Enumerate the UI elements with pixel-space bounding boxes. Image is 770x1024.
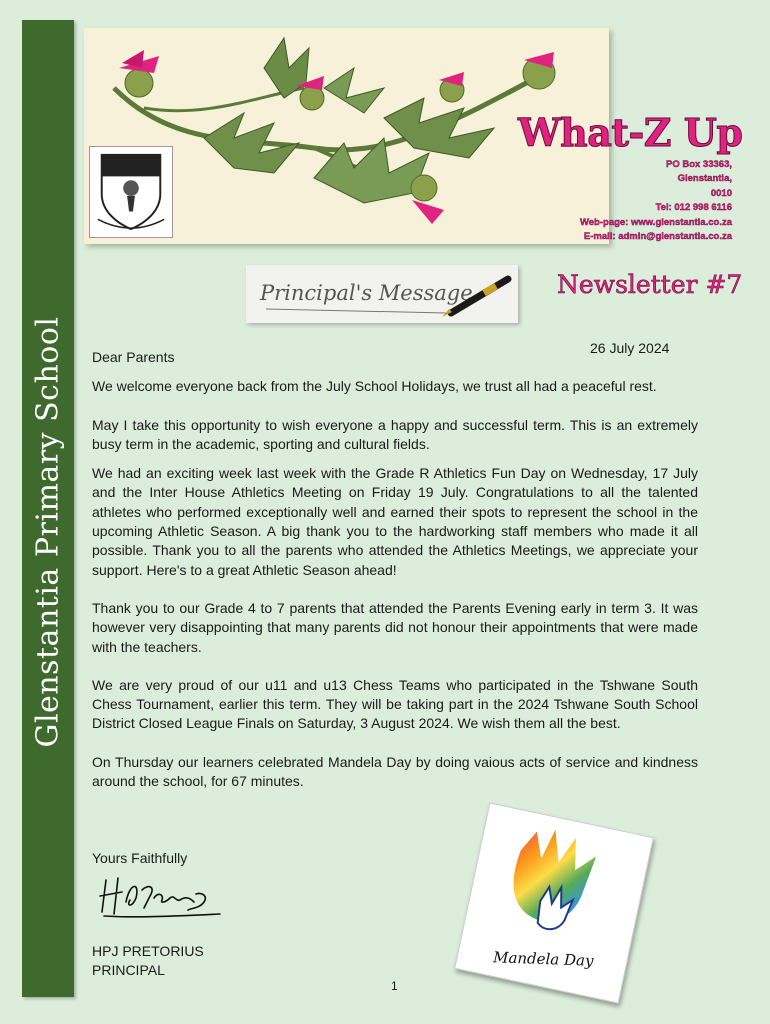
greeting: Dear Parents: [92, 349, 175, 365]
telephone: Tel: 012 998 6116: [655, 202, 732, 214]
paragraph-chess: We are very proud of our u11 and u13 Chess Teams who participated in the Tshwane South Chess Tournament, earlier this term. They will be taking part in the 2024 Tshwane South School District Closed League Finals on Saturday, 3 August 2024. We wish them all the best.: [92, 676, 698, 732]
web-page-link[interactable]: Web-page: www.glenstantia.co.za: [579, 216, 732, 228]
page-number: 1: [391, 979, 398, 993]
postal-code: 0010: [710, 187, 732, 199]
paragraph-term: May I take this opportunity to wish everyone a happy and successful term. This is an extremely busy term in the academic, sporting and cultural fields.: [92, 416, 698, 452]
letter-body: [92, 348, 698, 810]
contact-block: [580, 158, 732, 244]
closing: Yours Faithfully: [92, 850, 188, 866]
school-name: Glenstantia Primary School: [30, 316, 66, 748]
handprint-icon: [455, 804, 652, 1003]
handwritten-signature: [96, 872, 226, 920]
signatory-name: HPJ PRETORIUS: [92, 943, 204, 959]
signatory-title: PRINCIPAL: [92, 962, 165, 978]
principals-message-label: Principal's Message: [260, 281, 473, 305]
school-name-sidebar: [22, 20, 74, 997]
paragraph-mandela-day: On Thursday our learners celebrated Mandela Day by doing vaious acts of service and kindness around the school, for 67 minutes.: [92, 753, 698, 790]
mandela-day-image: [454, 802, 654, 1003]
principals-message-banner: [246, 265, 518, 323]
paragraph-parents-evening: Thank you to our Grade 4 to 7 parents that attended the Parents Evening early in term 3. It was however very disappointing that many parents did not honour their appointments that were made with the teachers.: [92, 599, 698, 655]
signatory-block: [92, 942, 204, 980]
paragraph-welcome: We welcome everyone back from the July School Holidays, we trust all had a peaceful rest.: [92, 378, 657, 395]
suburb: Glenstantia,: [677, 173, 732, 185]
newsletter-title: What-Z Up: [518, 110, 743, 155]
email-link[interactable]: E-mail: admin@glenstantia.co.za: [583, 231, 732, 243]
letter-date: 26 July 2024: [590, 340, 670, 356]
po-box: PO Box 33363,: [665, 159, 732, 170]
newsletter-number: Newsletter #7: [557, 270, 743, 299]
crest-shield-icon: [90, 147, 172, 237]
mandela-day-label: Mandela Day: [492, 948, 594, 970]
school-crest: [89, 146, 173, 238]
paragraph-athletics: We had an exciting week last week with the Grade R Athletics Fun Day on Wednesday, 17 July and the Inter House Athletics Meeting on Friday 19 July. Congratulations to all the talented athletes who performed exceptionally well and earned their spots to represent the school in the upcoming Athletic Season. A big thank you to the hardworking staff members who made it all possible. Thank you to all the parents who attended the Athletics Meetings, we appreciate your support. Here's to a great Athletic Season ahead!: [92, 465, 698, 578]
fountain-pen-icon: [246, 265, 518, 323]
